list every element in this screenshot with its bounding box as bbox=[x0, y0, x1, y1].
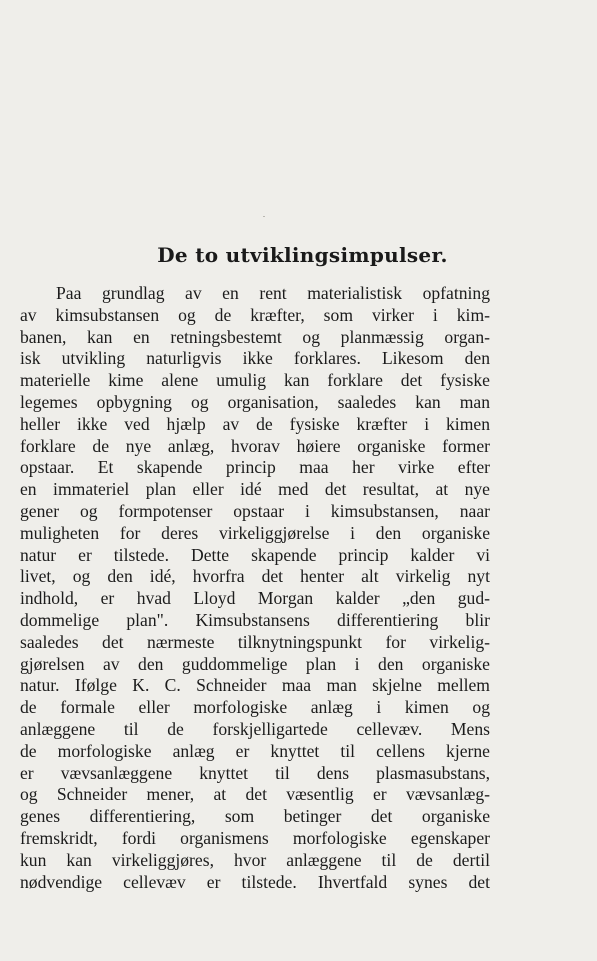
text-line: kun kan virkeliggjøres, hvor anlæggene til de dertil bbox=[20, 849, 490, 870]
paper-speck bbox=[263, 216, 265, 217]
text-line: natur er tilstede. Dette skapende princip kalder vi bbox=[20, 544, 490, 565]
text-line: og Schneider mener, at det væsentlig er vævsanlæg- bbox=[20, 784, 490, 805]
text-line: fremskridt, fordi organismens morfologiske egenskaper bbox=[20, 827, 490, 848]
text-line: banen, kan en retningsbestemt og planmæssig organ- bbox=[20, 326, 490, 347]
text-line: natur. Ifølge K. C. Schneider maa man skjelne mellem bbox=[20, 675, 490, 696]
body-paragraph bbox=[20, 283, 490, 893]
text-line: anlæggene til de forskjelligartede cellevæv. Mens bbox=[20, 718, 490, 739]
text-line: av kimsubstansen og de kræfter, som virker i kim- bbox=[20, 304, 490, 325]
text-line: heller ikke ved hjælp av de fysiske kræfter i kimen bbox=[20, 413, 490, 434]
text-line: dommelige plan". Kimsubstansens differentiering blir bbox=[20, 609, 490, 630]
text-line: er vævsanlæggene knyttet til dens plasmasubstans, bbox=[20, 762, 490, 783]
text-line: de morfologiske anlæg er knyttet til cellens kjerne bbox=[20, 740, 490, 761]
text-line: muligheten for deres virkeliggjørelse i den organiske bbox=[20, 522, 490, 543]
text-line: gjørelsen av den guddommelige plan i den organiske bbox=[20, 653, 490, 674]
text-line: legemes opbygning og organisation, saaledes kan man bbox=[20, 391, 490, 412]
text-line: genes differentiering, som betinger det organiske bbox=[20, 806, 490, 827]
text-line: opstaar. Et skapende princip maa her virke efter bbox=[20, 457, 490, 478]
text-line: forklare de nye anlæg, hvorav høiere organiske former bbox=[20, 435, 490, 456]
chapter-heading: De to utviklingsimpulser. bbox=[157, 243, 448, 267]
text-line: livet, og den idé, hvorfra det henter alt virkelig nyt bbox=[20, 566, 490, 587]
text-line: gener og formpotenser opstaar i kimsubstansen, naar bbox=[20, 500, 490, 521]
text-line: isk utvikling naturligvis ikke forklares. Likesom den bbox=[20, 348, 490, 369]
text-line: saaledes det nærmeste tilknytningspunkt for virkelig- bbox=[20, 631, 490, 652]
text-line: indhold, er hvad Lloyd Morgan kalder „den gud- bbox=[20, 588, 490, 609]
text-line: Paa grundlag av en rent materialistisk opfatning bbox=[56, 283, 490, 303]
text-line: de formale eller morfologiske anlæg i kimen og bbox=[20, 697, 490, 718]
text-line: materielle kime alene umulig kan forklare det fysiske bbox=[20, 370, 490, 391]
text-line: nødvendige cellevæv er tilstede. Ihvertfald synes det bbox=[20, 871, 490, 892]
text-line: en immateriel plan eller idé med det resultat, at nye bbox=[20, 479, 490, 500]
